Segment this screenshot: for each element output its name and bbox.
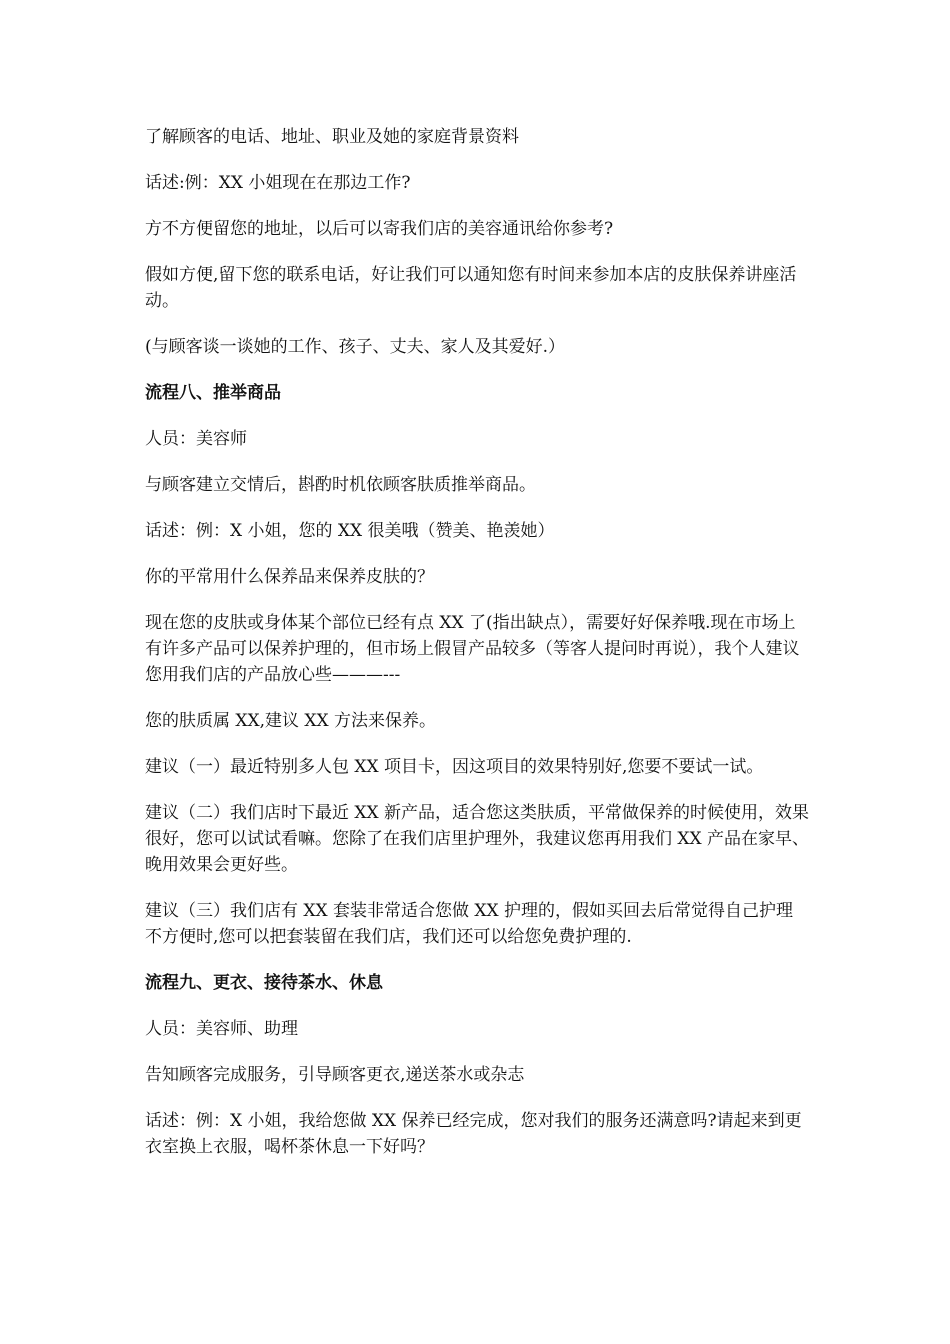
paragraph-chat-topics: (与顾客谈一谈她的工作、孩子、丈夫、家人及其爱好.） — [145, 337, 566, 357]
paragraph-finish-service: 告知顾客完成服务，引导顾客更衣,递送茶水或杂志 — [145, 1065, 525, 1085]
paragraph-suggestion-two: 建议（二）我们店时下最近 XX 新产品，适合您这类肤质，平常做保养的时候使用，效果很好，您可以试试看嘛。您除了在我们店里护理外，我建议您再用我们 XX 产品在家早、晚用效果会更好些。 — [145, 803, 810, 875]
paragraph-customer-info: 了解顾客的电话、地址、职业及她的家庭背景资料 — [145, 127, 519, 147]
document-page — [145, 124, 810, 1180]
paragraph-script-work: 话述:例：XX 小姐现在在那边工作? — [145, 173, 411, 193]
paragraph-script-address: 方不方便留您的地址，以后可以寄我们店的美容通讯给你参考? — [145, 219, 614, 239]
paragraph-script-advice: 现在您的皮肤或身体某个部位已经有点 XX 了(指出缺点），需要好好保养哦.现在市场上有许多产品可以保养护理的，但市场上假冒产品较多（等客人提问时再说），我个人建议您用我们店的产品放心些———--- — [145, 613, 800, 685]
section-heading-eight: 流程八、推举商品 — [145, 383, 281, 403]
section-heading-nine: 流程九、更衣、接待茶水、休息 — [145, 973, 383, 993]
paragraph-suggestion-one: 建议（一）最近特别多人包 XX 项目卡，因这项目的效果特别好,您要不要试一试。 — [145, 757, 764, 777]
paragraph-script-phone: 假如方便,留下您的联系电话，好让我们可以通知您有时间来参加本店的皮肤保养讲座活动。 — [145, 265, 797, 311]
paragraph-script-question: 你的平常用什么保养品来保养皮肤的？ — [145, 567, 434, 587]
paragraph-suggestion-three: 建议（三）我们店有 XX 套装非常适合您做 XX 护理的，假如买回去后常觉得自己护理不方便时,您可以把套装留在我们店，我们还可以给您免费护理的. — [145, 901, 794, 947]
paragraph-staff-eight: 人员：美容师 — [145, 429, 247, 449]
paragraph-staff-nine: 人员：美容师、助理 — [145, 1019, 298, 1039]
paragraph-skin-type: 您的肤质属 XX,建议 XX 方法来保养。 — [145, 711, 437, 731]
paragraph-recommend-intro: 与顾客建立交情后，斟酌时机依顾客肤质推举商品。 — [145, 475, 536, 495]
paragraph-script-finish: 话述：例：X 小姐，我给您做 XX 保养已经完成，您对我们的服务还满意吗?请起来到更衣室换上衣服，喝杯茶休息一下好吗？ — [145, 1111, 802, 1157]
paragraph-script-praise: 话述：例：X 小姐，您的 XX 很美哦（赞美、艳羡她） — [145, 521, 555, 541]
